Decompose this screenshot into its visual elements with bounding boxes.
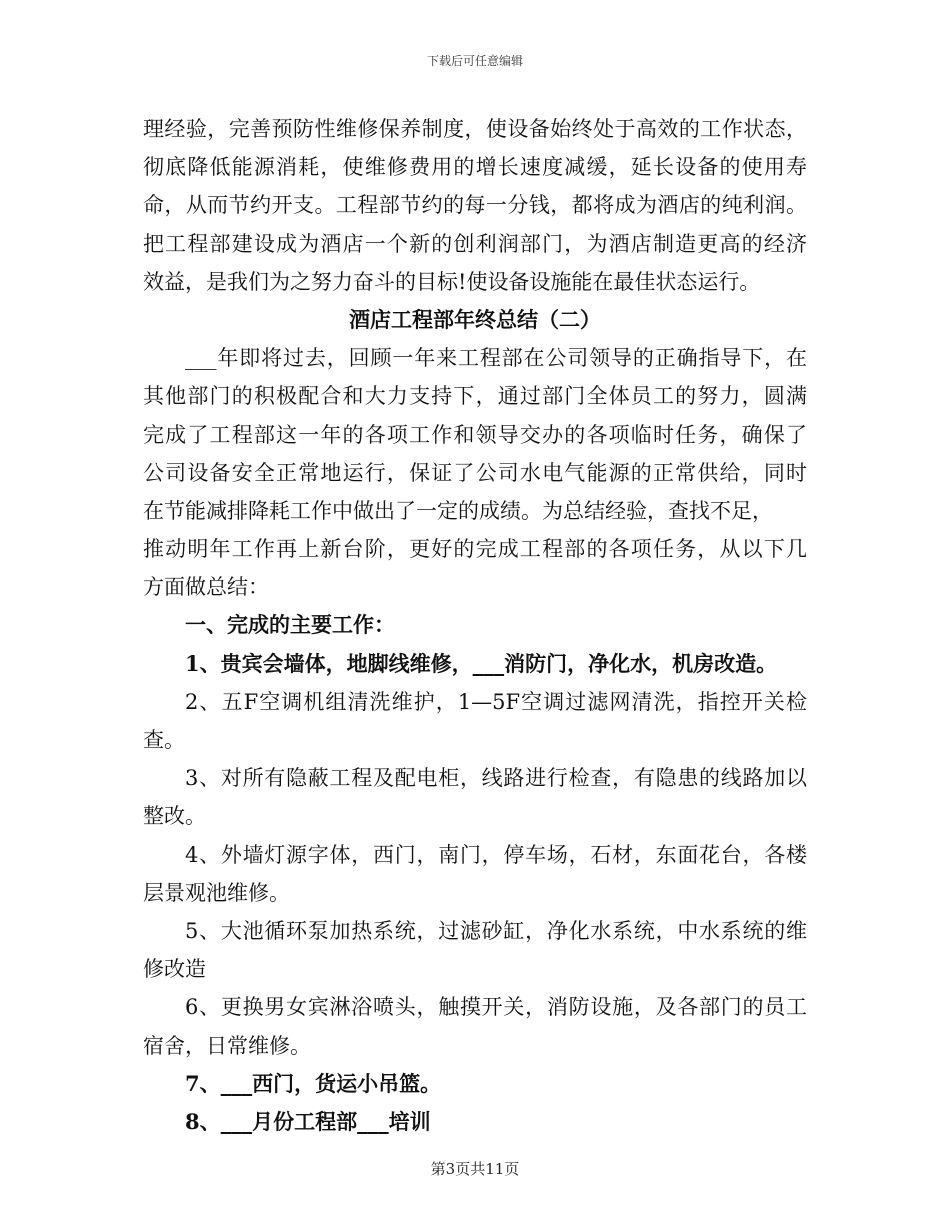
paragraph-line: 完成了工程部这一年的各项工作和领导交办的各项临时任务，确保了: [143, 422, 807, 447]
paragraph-line: 在节能减排降耗工作中做出了一定的成绩。为总结经验，查找不足，: [143, 498, 773, 523]
paragraph-line: 把工程部建设成为酒店一个新的创利润部门，为酒店制造更高的经济: [143, 231, 807, 256]
page-number: 第3页共11页: [430, 1160, 520, 1178]
paragraph-line: ___年即将过去，回顾一年来工程部在公司领导的正确指导下，在: [185, 346, 807, 371]
list-item: 5、大池循环泵加热系统，过滤砂缸，净化水系统，中水系统的维: [185, 918, 807, 943]
list-item: 8、___月份工程部___培训: [185, 1108, 431, 1134]
subsection-heading: 一、完成的主要工作：: [185, 612, 395, 638]
list-item-continuation: 宿舍，日常维修。: [143, 1033, 311, 1058]
paragraph-line: 方面做总结：: [143, 575, 269, 600]
list-item: 3、对所有隐蔽工程及配电柜，线路进行检查，有隐患的线路加以: [185, 766, 807, 791]
paragraph-line: 公司设备安全正常地运行，保证了公司水电气能源的正常供给，同时: [143, 460, 807, 485]
document-body: [143, 110, 807, 1141]
section-title: 酒店工程部年终总结（二）: [349, 306, 601, 332]
paragraph-line: 效益，是我们为之努力奋斗的目标!使设备设施能在最佳状态运行。: [143, 269, 761, 294]
list-item: 6、更换男女宾淋浴喷头，触摸开关，消防设施，及各部门的员工: [185, 995, 807, 1020]
page-header: 下载后可任意编辑: [426, 54, 523, 68]
list-item-continuation: 查。: [143, 728, 185, 752]
paragraph-line: 理经验，完善预防性维修保养制度，使设备始终处于高效的工作状态，: [143, 117, 807, 141]
list-item: 2、五F空调机组清洗维护，1—5F空调过滤网清洗，指控开关检: [185, 689, 807, 714]
paragraph-line: 其他部门的积极配合和大力支持下，通过部门全体员工的努力，圆满: [143, 384, 807, 409]
list-item-continuation: 层景观池维修。: [143, 880, 290, 905]
list-item-continuation: 整改。: [143, 804, 206, 829]
list-item: 4、外墙灯源字体，西门，南门，停车场，石材，东面花台，各楼: [185, 842, 807, 867]
paragraph-line: 推动明年工作再上新台阶，更好的完成工程部的各项任务，从以下几: [143, 537, 807, 562]
list-item-continuation: 修改造: [143, 957, 206, 982]
paragraph-line: 命，从而节约开支。工程部节约的每一分钱，都将成为酒店的纯利润。: [143, 193, 807, 218]
paragraph-line: 彻底降低能源消耗，使维修费用的增长速度减缓，延长设备的使用寿: [143, 155, 807, 180]
list-item: 7、___西门，货运小吊篮。: [185, 1070, 442, 1096]
list-item: 1、贵宾会墙体，地脚线维修，___消防门，净化水，机房改造。: [185, 650, 778, 676]
